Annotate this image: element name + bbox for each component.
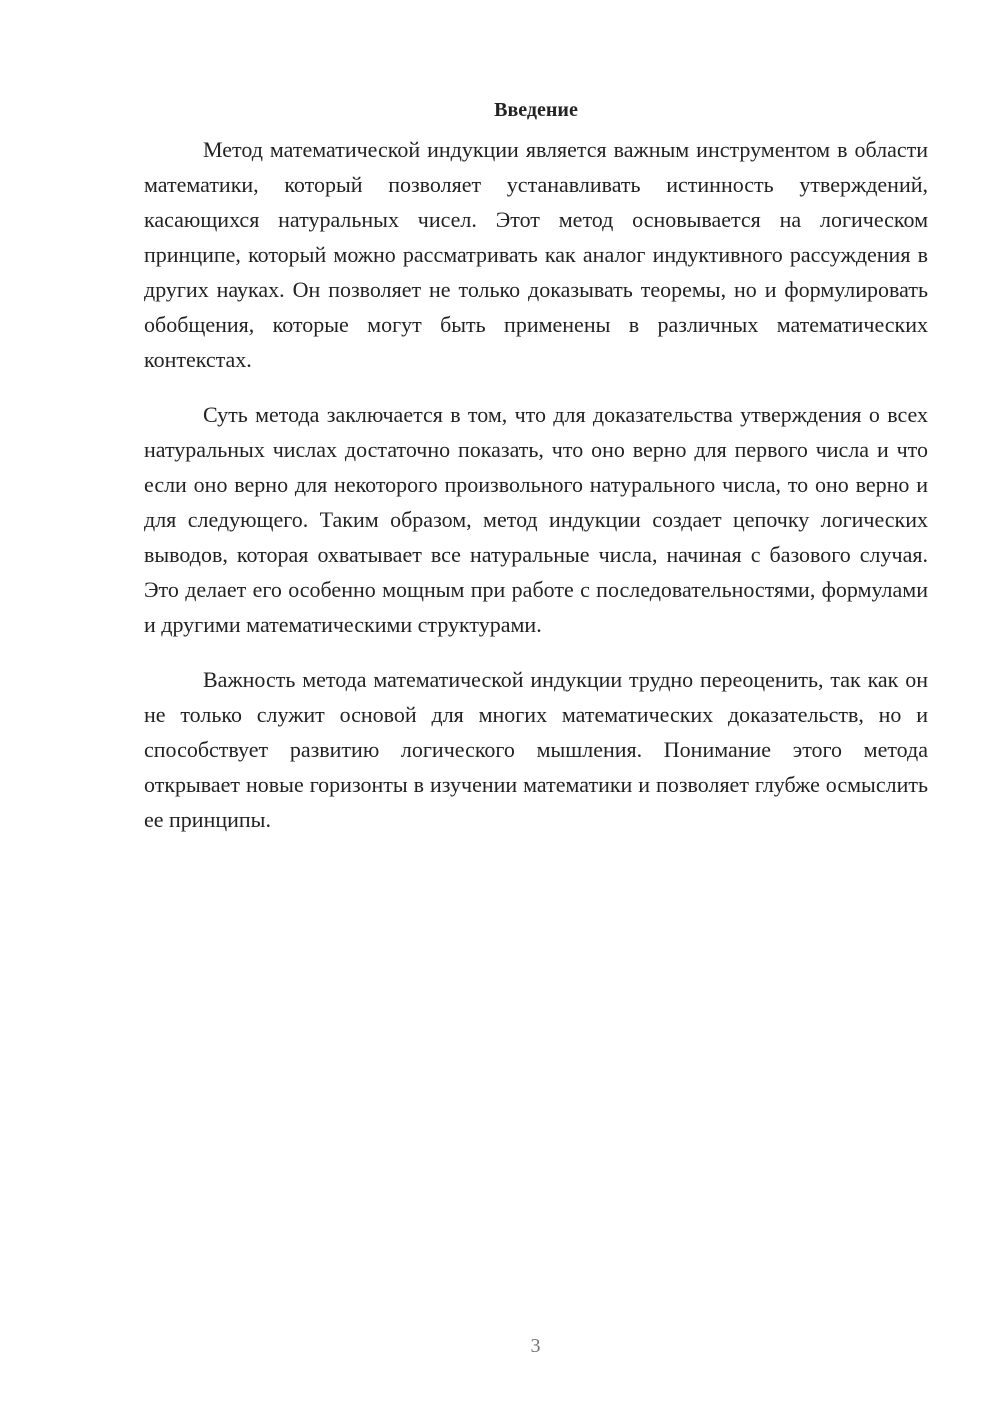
page-number: 3	[530, 1335, 541, 1357]
paragraph-3: Важность метода математической индукции трудно переоценить, так как он не только служит основой для многих математических доказательств, но и способствует развитию логического мышления. Понимание этого метода открывает новые горизонты в изучении математики и позволяет глубже осмыслить ее принципы.	[144, 667, 928, 832]
paragraph-1: Метод математической индукции является важным инструментом в области математики, который позволяет устанавливать истинность утверждений, касающихся натуральных чисел. Этот метод основывается на логическом принципе, который можно рассматривать как аналог индуктивного рассуждения в других науках. Он позволяет не только доказывать теоремы, но и формулировать обобщения, которые могут быть применены в различных математических контекстах.	[144, 137, 928, 372]
paragraph-2: Суть метода заключается в том, что для доказательства утверждения о всех натуральных числах достаточно показать, что оно верно для первого числа и что если оно верно для некоторого произвольного натурального числа, то оно верно и для следующего. Таким образом, метод индукции создает цепочку логических выводов, которая охватывает все натуральные числа, начиная с базового случая. Это делает его особенно мощным при работе с последовательностями, формулами и другими математическими структурами.	[144, 402, 928, 637]
section-heading: Введение	[494, 99, 578, 121]
page-content	[144, 92, 928, 857]
